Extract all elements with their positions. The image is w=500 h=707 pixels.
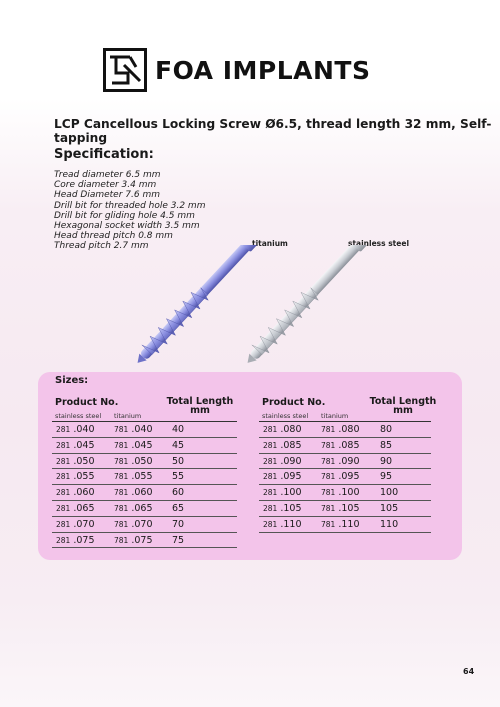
table-row <box>259 454 431 470</box>
steel-product-no: 281 .105 <box>263 502 302 514</box>
stainless-steel-subheader: stainless steel <box>262 412 309 420</box>
total-length-value: 85 <box>380 439 393 451</box>
steel-product-no: 281 .065 <box>56 502 95 514</box>
total-length-value: 90 <box>380 455 393 467</box>
total-length-header: Total Length mm <box>166 396 234 416</box>
sizes-table-right <box>259 396 437 533</box>
titanium-subheader: titanium <box>321 412 349 420</box>
titanium-product-no: 781 .105 <box>321 502 360 514</box>
table-row <box>259 469 431 485</box>
titanium-product-no: 781 .100 <box>321 487 360 499</box>
titanium-product-no: 781 .045 <box>114 439 153 451</box>
titanium-product-no: 781 .090 <box>321 455 360 467</box>
table-row <box>52 501 237 517</box>
table-header <box>259 396 437 422</box>
titanium-product-no: 781 .085 <box>321 439 360 451</box>
steel-product-no: 281 .075 <box>56 534 95 546</box>
steel-product-no: 281 .050 <box>56 455 95 467</box>
table-row <box>52 517 237 533</box>
titanium-product-no: 781 .110 <box>321 518 360 530</box>
steel-product-no: 281 .100 <box>263 487 302 499</box>
stainless-steel-label: stainless steel <box>348 239 410 248</box>
table-row <box>52 438 237 454</box>
spec-item: Drill bit for threaded hole 3.2 mm <box>54 200 206 211</box>
total-length-value: 45 <box>172 439 185 451</box>
total-length-value: 95 <box>380 471 393 483</box>
table-row <box>52 454 237 470</box>
total-length-value: 50 <box>172 455 185 467</box>
titanium-product-no: 781 .065 <box>114 502 153 514</box>
table-row <box>52 469 237 485</box>
steel-product-no: 281 .110 <box>263 518 302 530</box>
page-title: LCP Cancellous Locking Screw Ø6.5, thread length 32 mm, Self-tapping <box>54 117 492 145</box>
total-length-value: 40 <box>172 424 185 435</box>
total-length-value: 80 <box>380 424 393 435</box>
specification-heading: Specification: <box>54 147 154 162</box>
specification-list <box>54 170 205 252</box>
table-row <box>52 485 237 501</box>
logo <box>103 48 370 92</box>
steel-product-no: 281 .080 <box>263 424 302 435</box>
steel-product-no: 281 .055 <box>56 471 95 483</box>
steel-product-no: 281 .045 <box>56 439 95 451</box>
product-no-header: Product No. <box>262 397 326 408</box>
steel-product-no: 281 .095 <box>263 471 302 483</box>
product-no-header: Product No. <box>55 397 119 408</box>
total-length-value: 105 <box>380 502 399 514</box>
titanium-product-no: 781 .095 <box>321 471 360 483</box>
table-row <box>259 438 431 454</box>
steel-product-no: 281 .085 <box>263 439 302 451</box>
sizes-heading: Sizes: <box>55 375 89 386</box>
steel-product-no: 281 .040 <box>56 424 95 435</box>
titanium-label: titanium <box>252 239 288 248</box>
titanium-product-no: 781 .055 <box>114 471 153 483</box>
table-row <box>259 501 431 517</box>
total-length-value: 70 <box>172 518 185 530</box>
steel-screw-icon <box>241 245 373 369</box>
table-row <box>52 422 237 438</box>
titanium-product-no: 781 .050 <box>114 455 153 467</box>
steel-product-no: 281 .070 <box>56 518 95 530</box>
total-length-value: 60 <box>172 487 185 499</box>
spec-item: Tread diameter 6.5 mm <box>54 170 161 180</box>
steel-product-no: 281 .060 <box>56 487 95 499</box>
stainless-steel-subheader: stainless steel <box>55 412 102 420</box>
table-row <box>259 422 431 438</box>
steel-product-no: 281 .090 <box>263 455 302 467</box>
spec-item: Drill bit for gliding hole 4.5 mm <box>54 210 195 221</box>
titanium-product-no: 781 .060 <box>114 487 153 499</box>
titanium-product-no: 781 .070 <box>114 518 153 530</box>
table-row <box>259 485 431 501</box>
spec-item: Hexagonal socket width 3.5 mm <box>54 221 200 232</box>
page-number: 64 <box>463 667 475 676</box>
table-row <box>52 533 237 549</box>
total-length-value: 55 <box>172 471 185 483</box>
sizes-table-left <box>52 396 237 548</box>
total-length-value: 65 <box>172 502 185 514</box>
table-row <box>259 517 431 533</box>
spec-item: Thread pitch 2.7 mm <box>54 241 149 252</box>
titanium-product-no: 781 .040 <box>114 424 153 435</box>
total-length-value: 75 <box>172 534 185 546</box>
logo-text: FOA IMPLANTS <box>155 55 371 85</box>
logo-mark-icon <box>103 48 147 92</box>
titanium-screw-icon <box>131 245 263 369</box>
titanium-subheader: titanium <box>114 412 142 420</box>
screw-illustration <box>125 245 425 375</box>
total-length-value: 110 <box>380 518 399 530</box>
total-length-header: Total Length mm <box>369 396 437 416</box>
titanium-product-no: 781 .075 <box>114 534 153 546</box>
spec-item: Head Diameter 7.6 mm <box>54 190 160 201</box>
spec-item: Head thread pitch 0.8 mm <box>54 231 173 242</box>
titanium-product-no: 781 .080 <box>321 424 360 435</box>
spec-item: Core diameter 3.4 mm <box>54 180 157 191</box>
table-header <box>52 396 237 422</box>
total-length-value: 100 <box>380 487 399 499</box>
